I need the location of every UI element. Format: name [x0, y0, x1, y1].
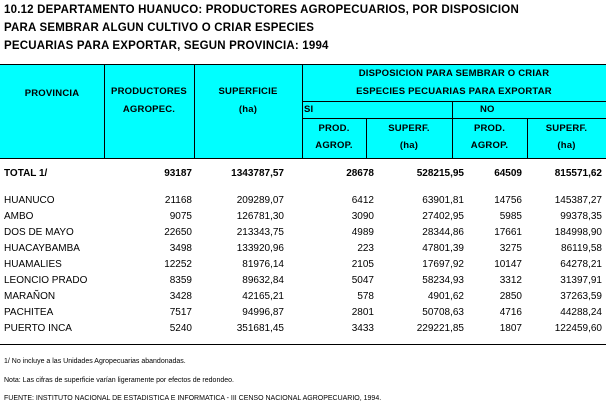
cell-si-prod: 4989	[351, 227, 374, 238]
cell-productores: 3498	[169, 243, 192, 254]
cell-superficie: 351681,45	[236, 323, 284, 334]
cell-provincia: AMBO	[4, 211, 34, 222]
header-si-prod-line-2: AGROP.	[315, 140, 353, 151]
table-bottom-rule	[0, 344, 606, 345]
cell-superficie: 42165,21	[242, 291, 284, 302]
cell-productores: 9075	[169, 211, 192, 222]
header-sub-rule-1	[302, 101, 606, 102]
total-productores: 93187	[164, 168, 192, 179]
cell-no-prod: 3312	[499, 275, 522, 286]
cell-no-prod: 10147	[494, 259, 522, 270]
table-row	[0, 323, 606, 339]
header-disposicion-line-1: DISPOSICION PARA SEMBRAR O CRIAR	[358, 68, 550, 79]
header-productores-line-1: PRODUCTORES	[111, 86, 187, 97]
header-superficie-line-1: SUPERFICIE	[218, 86, 278, 97]
source-note: FUENTE: INSTITUTO NACIONAL DE ESTADISTICA E INFORMATICA - III CENSO NACIONAL AGROPECUARIO, 1994.	[4, 395, 382, 402]
cell-no-prod: 3275	[499, 243, 522, 254]
table-title-line-3: PECUARIAS PARA EXPORTAR, SEGUN PROVINCIA: 1994	[4, 40, 329, 52]
cell-no-superf: 64278,21	[560, 259, 602, 270]
cell-no-prod: 2850	[499, 291, 522, 302]
header-sub-rule-2	[302, 118, 606, 119]
cell-si-superf: 50708,63	[422, 307, 464, 318]
cell-no-superf: 122459,60	[554, 323, 602, 334]
cell-provincia: DOS DE MAYO	[4, 227, 74, 238]
table-row	[0, 227, 606, 243]
cell-no-superf: 86119,58	[561, 243, 602, 254]
header-no-prod-line-2: AGROP.	[470, 140, 509, 151]
table-row	[0, 275, 606, 291]
cell-productores: 22650	[164, 227, 192, 238]
cell-superficie: 133920,96	[236, 243, 284, 254]
header-disposicion-line-2: ESPECIES PECUARIAS PARA EXPORTAR	[356, 86, 552, 97]
cell-si-superf: 58234,93	[422, 275, 464, 286]
cell-si-superf: 17697,92	[422, 259, 464, 270]
header-si-prod-line-1: PROD.	[318, 123, 350, 134]
cell-si-prod: 3433	[351, 323, 374, 334]
cell-si-prod: 223	[357, 243, 374, 254]
total-label: TOTAL 1/	[4, 168, 48, 179]
cell-si-superf: 229221,85	[416, 323, 464, 334]
cell-superficie: 89632,84	[242, 275, 284, 286]
cell-si-prod: 3090	[351, 211, 374, 222]
cell-productores: 21168	[164, 195, 192, 206]
cell-si-superf: 4901,62	[427, 291, 464, 302]
cell-productores: 12252	[164, 259, 192, 270]
cell-productores: 7517	[169, 307, 192, 318]
cell-productores: 5240	[169, 323, 192, 334]
cell-no-prod: 5985	[499, 211, 522, 222]
cell-provincia: MARAÑON	[4, 291, 56, 302]
table-row	[0, 259, 606, 275]
total-no-prod: 64509	[494, 168, 522, 179]
cell-provincia: HUAMALIES	[4, 259, 62, 270]
cell-no-prod: 4716	[499, 307, 522, 318]
total-row	[0, 168, 606, 184]
cell-superficie: 209289,07	[236, 195, 284, 206]
cell-no-superf: 184998,90	[554, 227, 602, 238]
cell-no-prod: 14756	[494, 195, 522, 206]
table-row	[0, 291, 606, 307]
cell-si-prod: 5047	[351, 275, 374, 286]
header-no: NO	[480, 104, 495, 115]
cell-provincia: PUERTO INCA	[4, 323, 72, 334]
cell-provincia: LEONCIO PRADO	[4, 275, 88, 286]
cell-si-prod: 6412	[351, 195, 374, 206]
cell-si-prod: 578	[357, 291, 374, 302]
header-no-superf-line-2: (ha)	[557, 140, 576, 151]
cell-no-superf: 37263,59	[560, 291, 602, 302]
total-si-superf: 528215,95	[416, 168, 464, 179]
header-provincia: PROVINCIA	[24, 88, 80, 99]
cell-no-superf: 31397,91	[560, 275, 602, 286]
cell-provincia: HUANUCO	[4, 195, 55, 206]
table-row	[0, 211, 606, 227]
header-bottom-rule	[0, 158, 606, 159]
cell-provincia: HUACAYBAMBA	[4, 243, 80, 254]
cell-superficie: 94996,87	[242, 307, 284, 318]
cell-superficie: 81976,14	[242, 259, 284, 270]
total-si-prod: 28678	[346, 168, 374, 179]
cell-no-superf: 145387,27	[554, 195, 602, 206]
cell-superficie: 126781,30	[236, 211, 284, 222]
cell-si-prod: 2105	[351, 259, 374, 270]
cell-no-prod: 17661	[494, 227, 522, 238]
cell-superficie: 213343,75	[236, 227, 284, 238]
cell-productores: 3428	[169, 291, 192, 302]
table-row	[0, 243, 606, 259]
footnote-2: Nota: Las cifras de superficie varían ligeramente por efectos de redondeo.	[4, 377, 234, 384]
table-row	[0, 307, 606, 323]
table-title-line-2: PARA SEMBRAR ALGUN CULTIVO O CRIAR ESPECIES	[4, 22, 315, 34]
cell-no-superf: 44288,24	[560, 307, 602, 318]
header-no-prod-line-1: PROD.	[473, 123, 506, 134]
cell-productores: 8359	[169, 275, 192, 286]
header-superficie-line-2: (ha)	[238, 104, 258, 115]
header-si-superf-line-2: (ha)	[399, 140, 419, 151]
header-si: SI	[304, 104, 314, 115]
header-top-rule	[0, 64, 606, 65]
cell-provincia: PACHITEA	[4, 307, 54, 318]
cell-no-superf: 99378,35	[560, 211, 602, 222]
cell-si-prod: 2801	[351, 307, 374, 318]
footnote-1: 1/ No incluye a las Unidades Agropecuarias abandonadas.	[4, 358, 186, 365]
cell-no-prod: 1807	[499, 323, 522, 334]
cell-si-superf: 28344,86	[422, 227, 464, 238]
table-title-line-1: 10.12 DEPARTAMENTO HUANUCO: PRODUCTORES AGROPECUARIOS, POR DISPOSICION	[4, 4, 519, 16]
header-no-superf-line-1: SUPERF.	[545, 123, 588, 134]
cell-si-superf: 63901,81	[422, 195, 464, 206]
cell-si-superf: 27402,95	[422, 211, 464, 222]
total-no-superf: 815571,62	[554, 168, 602, 179]
total-superficie: 1343787,57	[231, 168, 284, 179]
header-si-superf-line-1: SUPERF.	[388, 123, 430, 134]
table-row	[0, 195, 606, 211]
header-productores-line-2: AGROPEC.	[122, 104, 176, 115]
cell-si-superf: 47801,39	[422, 243, 464, 254]
